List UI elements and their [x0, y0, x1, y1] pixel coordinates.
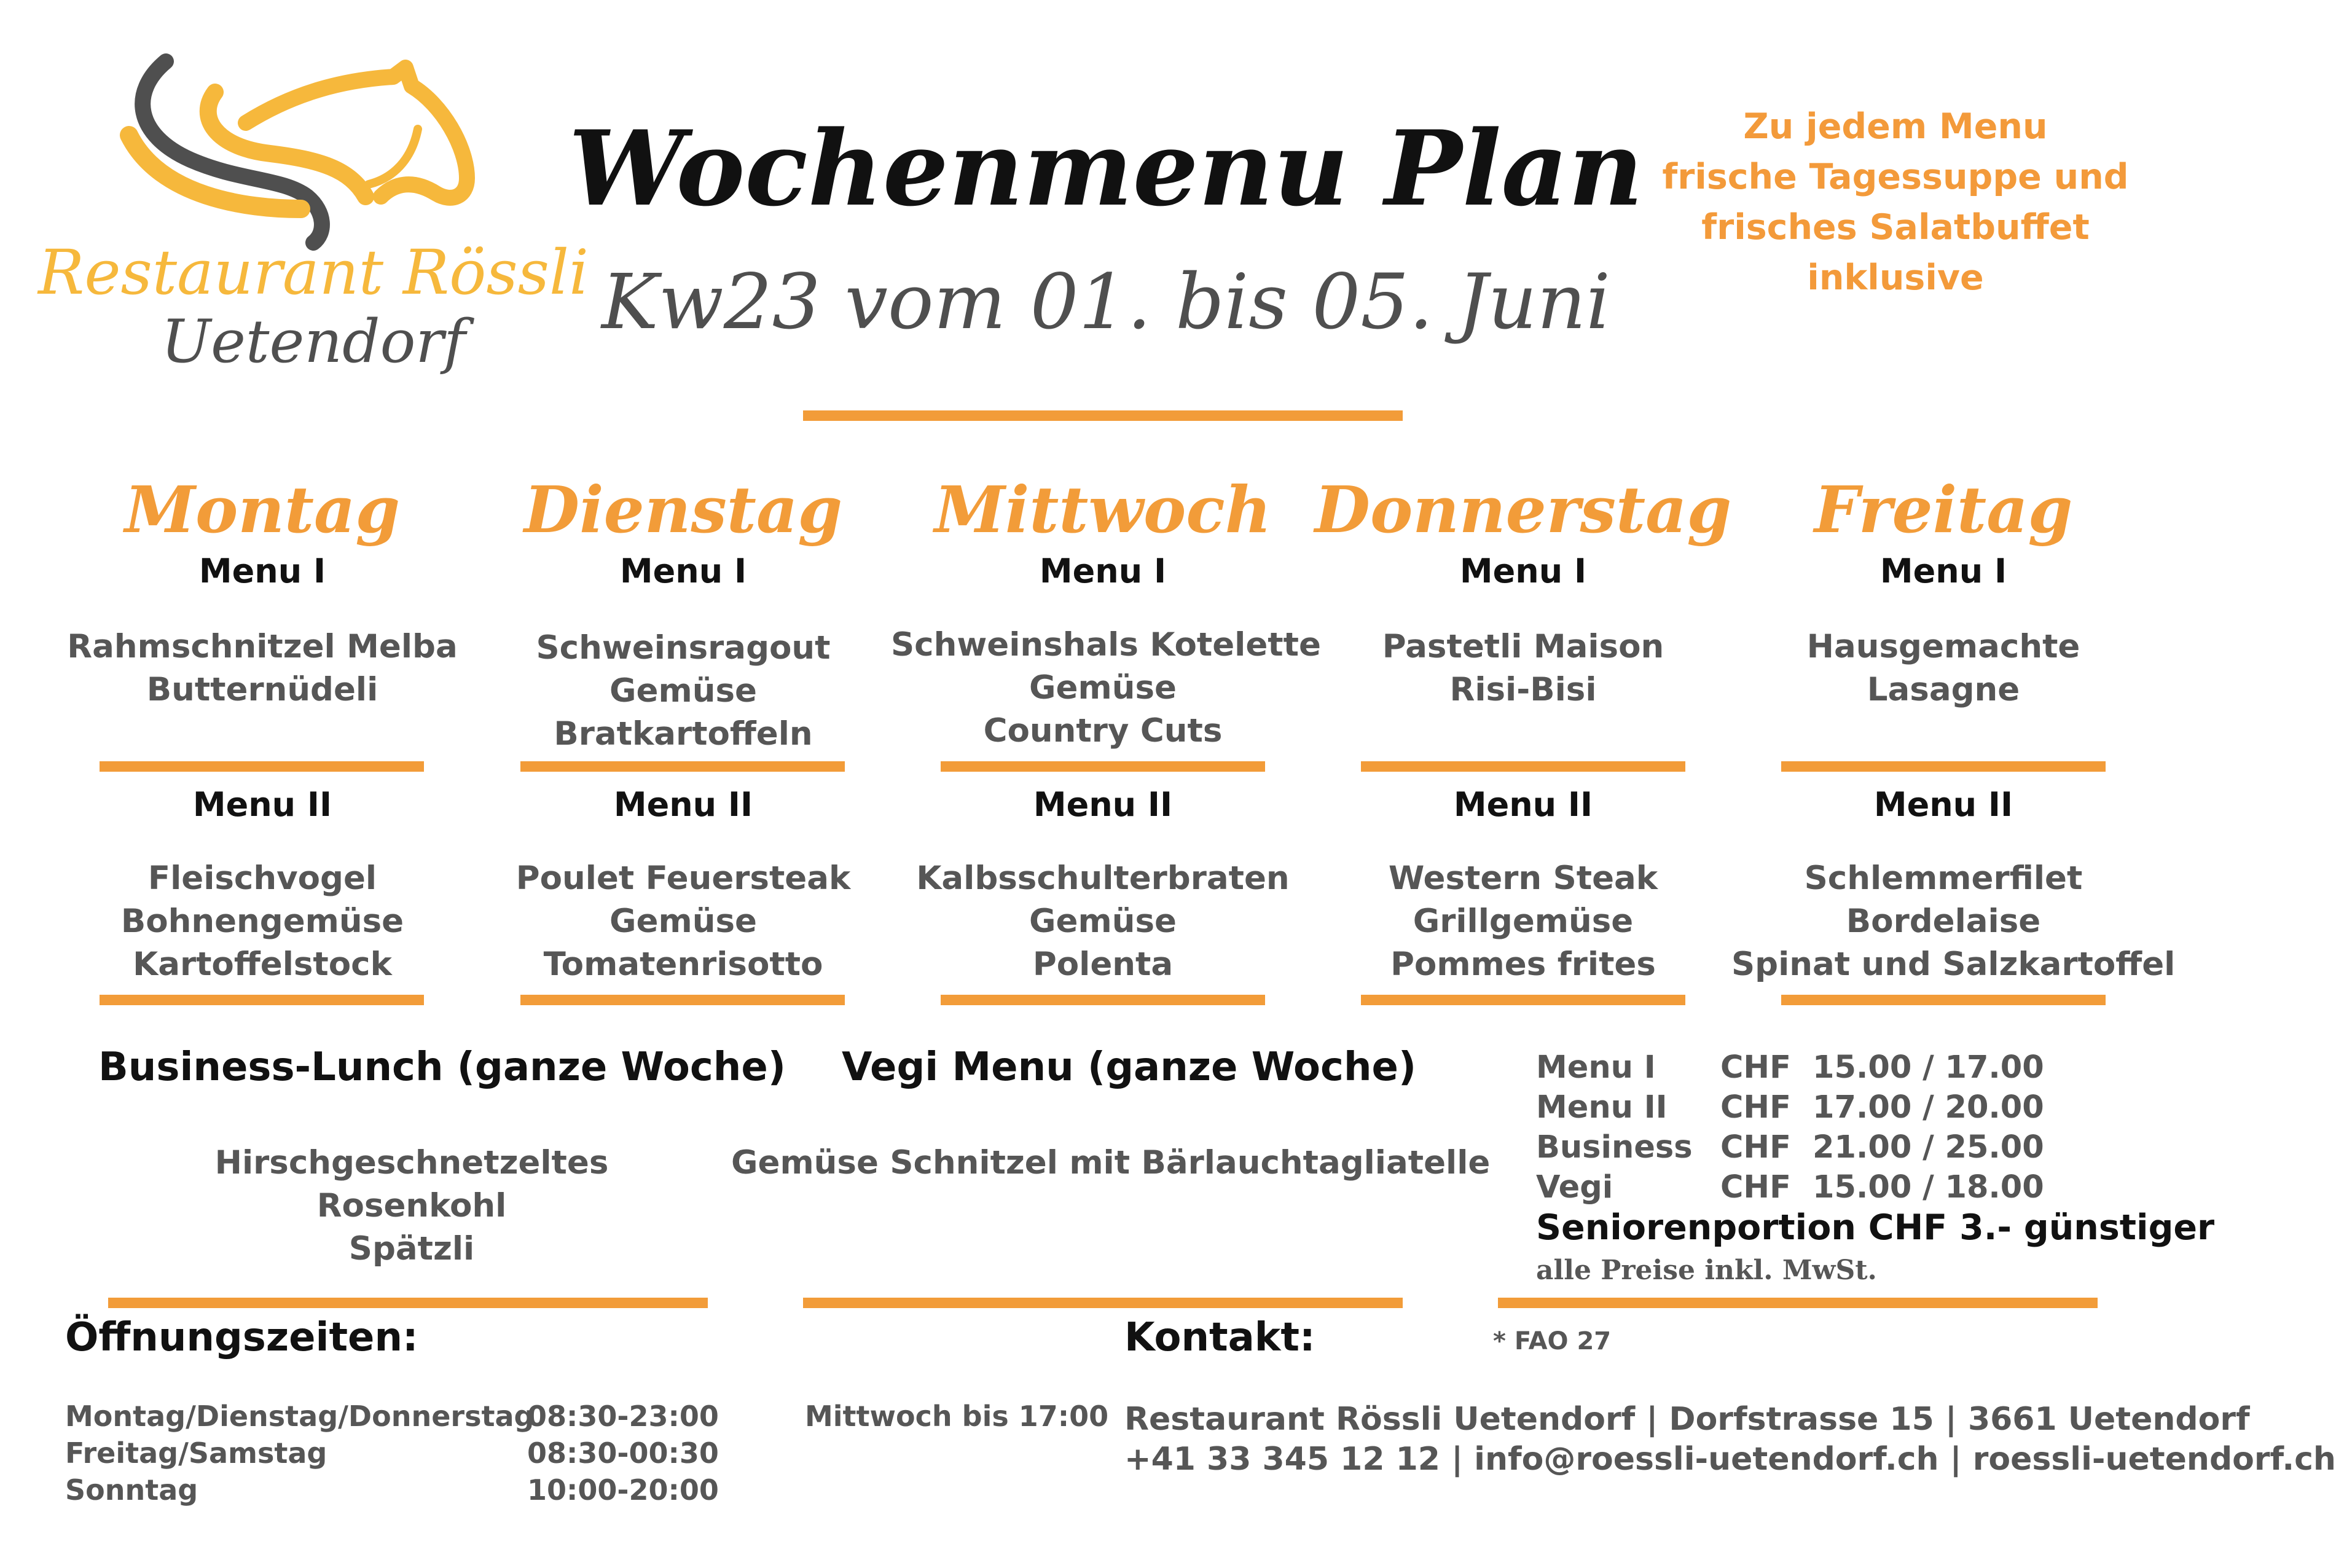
menu1-dish: [50, 625, 474, 711]
price-value: 15.00 / 17.00: [1813, 1049, 2044, 1086]
menu2-label: Menu II: [1873, 785, 2013, 824]
contact-address: Restaurant Rössli Uetendorf | Dorfstrasse 15 | 3661 Uetendorf: [1124, 1401, 2250, 1438]
dish-line: Bohnengemüse: [120, 903, 404, 940]
dish-line: Kartoffelstock: [133, 946, 392, 983]
dish-line: Gemüse: [609, 903, 757, 940]
price-name: Vegi: [1536, 1169, 1613, 1205]
dish-line: Kalbsschulterbraten: [916, 860, 1290, 897]
price-value: 15.00 / 18.00: [1813, 1169, 2044, 1205]
price-value: 17.00 / 20.00: [1813, 1089, 2044, 1126]
side-note-line: frisches Salatbuffet: [1701, 207, 2090, 248]
menu1-label: Menu I: [619, 552, 747, 590]
menu1-label: Menu I: [198, 552, 326, 590]
logo-name: Restaurant Rössli: [38, 237, 589, 308]
day-title: Dienstag: [523, 472, 843, 547]
dish-line: Pommes frites: [1390, 946, 1656, 983]
divider: [108, 1298, 708, 1308]
page-subtitle: Kw23 vom 01. bis 05. Juni: [601, 258, 1611, 347]
logo-town: Uetendorf: [161, 307, 466, 376]
menu2-label: Menu II: [1033, 785, 1173, 824]
side-note-line: inklusive: [1807, 257, 1984, 298]
hours-time: 10:00-20:00: [527, 1473, 719, 1507]
menu2-dish: [1311, 857, 1735, 986]
menu1-label: Menu I: [1459, 552, 1587, 590]
contact-phone-email-web: +41 33 345 12 12 | info@roessli-uetendorf.ch | roessli-uetendorf.ch: [1124, 1441, 2336, 1478]
hours-days: Sonntag: [65, 1473, 198, 1507]
dish-line: Risi-Bisi: [1449, 671, 1597, 708]
day-title: Montag: [124, 472, 401, 547]
side-note-line: frische Tagessuppe und: [1662, 157, 2129, 197]
divider: [100, 761, 424, 772]
dish-line: Gemüse Schnitzel mit Bärlauchtagliatelle: [731, 1144, 1491, 1182]
menu2-dish: [50, 857, 474, 986]
menu2-dish: [471, 857, 895, 986]
price-currency: CHF: [1720, 1169, 1791, 1205]
menu1-dish: [1311, 625, 1735, 711]
dish-line: Pastetli Maison: [1382, 628, 1664, 665]
dish-line: Schlemmerfilet: [1804, 860, 2083, 897]
menu1-dish: [1731, 625, 2155, 711]
dish-line: Spätzli: [348, 1230, 475, 1268]
divider: [1781, 995, 2106, 1005]
divider: [1781, 761, 2106, 772]
price-currency: CHF: [1720, 1129, 1791, 1166]
header-divider: [803, 410, 1403, 421]
vegi-dish: [731, 1142, 1491, 1185]
divider: [1361, 995, 1685, 1005]
menu2-label: Menu II: [1453, 785, 1593, 824]
hours-days: Montag/Dienstag/Donnerstag: [65, 1400, 535, 1433]
dish-line: Butternüdeli: [146, 671, 378, 708]
price-row: [1536, 1167, 2044, 1207]
dish-line: Lasagne: [1867, 671, 2020, 708]
day-column-donnerstag: [1311, 467, 1735, 983]
dish-line: Tomatenrisotto: [543, 946, 823, 983]
fao-note: * FAO 27: [1493, 1327, 1612, 1355]
divider: [941, 995, 1265, 1005]
price-table: [1536, 1048, 2044, 1207]
price-currency: CHF: [1720, 1089, 1791, 1126]
price-name: Menu I: [1536, 1049, 1656, 1086]
dish-line: Gemüse: [609, 672, 757, 710]
dish-line: Country Cuts: [983, 712, 1223, 750]
price-currency: CHF: [1720, 1049, 1791, 1086]
dish-line: Gemüse: [1029, 903, 1177, 940]
dish-line: Rosenkohl: [316, 1187, 507, 1225]
hours-time: 08:30-23:00: [527, 1400, 719, 1433]
day-title: Donnerstag: [1314, 472, 1732, 547]
menu2-dish: [1731, 857, 2176, 986]
price-row: [1536, 1048, 2044, 1088]
dish-line: Spinat und Salzkartoffel: [1731, 946, 2176, 983]
divider: [803, 1298, 1403, 1308]
dish-line: Hirschgeschnetzeltes: [214, 1144, 609, 1182]
dish-line: Hausgemachte: [1806, 628, 2080, 665]
horse-logo-icon: [123, 55, 492, 246]
hours-days: Freitag/Samstag: [65, 1437, 327, 1470]
side-note: [1634, 101, 2157, 303]
dish-line: Rahmschnitzel Melba: [67, 628, 458, 665]
price-value: 21.00 / 25.00: [1813, 1129, 2044, 1166]
menu1-dish: [891, 624, 1321, 753]
vat-note: alle Preise inkl. MwSt.: [1536, 1255, 1877, 1286]
dish-line: Gemüse: [1029, 669, 1177, 707]
business-dish: [160, 1142, 664, 1271]
price-name: Business: [1536, 1129, 1693, 1166]
menu1-dish: [471, 627, 895, 756]
business-title: Business-Lunch (ganze Woche): [98, 1045, 786, 1090]
day-column-montag: [50, 467, 474, 983]
day-title: Freitag: [1814, 472, 2073, 547]
side-note-line: Zu jedem Menu: [1743, 106, 2048, 147]
dish-line: Bratkartoffeln: [554, 715, 813, 753]
vegi-title: Vegi Menu (ganze Woche): [842, 1045, 1417, 1090]
divider: [100, 995, 424, 1005]
page-title: Wochenmenu Plan: [568, 108, 1644, 229]
hours-note: Mittwoch bis 17:00: [805, 1400, 1109, 1433]
hours-title: Öffnungszeiten:: [65, 1315, 418, 1360]
menu1-label: Menu I: [1039, 552, 1167, 590]
divider: [1361, 761, 1685, 772]
menu1-label: Menu I: [1879, 552, 2007, 590]
day-column-dienstag: [471, 467, 895, 983]
dish-line: Poulet Feuersteak: [515, 860, 851, 897]
contact-title: Kontakt:: [1124, 1315, 1315, 1360]
menu2-dish: [891, 857, 1315, 986]
dish-line: Bordelaise: [1846, 903, 2041, 940]
dish-line: Western Steak: [1388, 860, 1658, 897]
day-column-mittwoch: [891, 467, 1321, 983]
hours-time: 08:30-00:30: [527, 1437, 719, 1470]
price-row: [1536, 1088, 2044, 1127]
divider: [941, 761, 1265, 772]
dish-line: Fleischvogel: [147, 860, 377, 897]
dish-line: Polenta: [1032, 946, 1174, 983]
day-title: Mittwoch: [934, 472, 1272, 547]
divider: [520, 761, 845, 772]
senior-note: Seniorenportion CHF 3.- günstiger: [1536, 1207, 2215, 1248]
menu2-label: Menu II: [192, 785, 332, 824]
dish-line: Grillgemüse: [1413, 903, 1634, 940]
dish-line: Schweinshals Kotelette: [891, 626, 1321, 664]
price-name: Menu II: [1536, 1089, 1668, 1126]
menu2-label: Menu II: [613, 785, 753, 824]
divider: [1498, 1298, 2098, 1308]
divider: [520, 995, 845, 1005]
dish-line: Schweinsragout: [536, 629, 831, 667]
day-column-freitag: [1731, 467, 2176, 983]
price-row: [1536, 1127, 2044, 1167]
